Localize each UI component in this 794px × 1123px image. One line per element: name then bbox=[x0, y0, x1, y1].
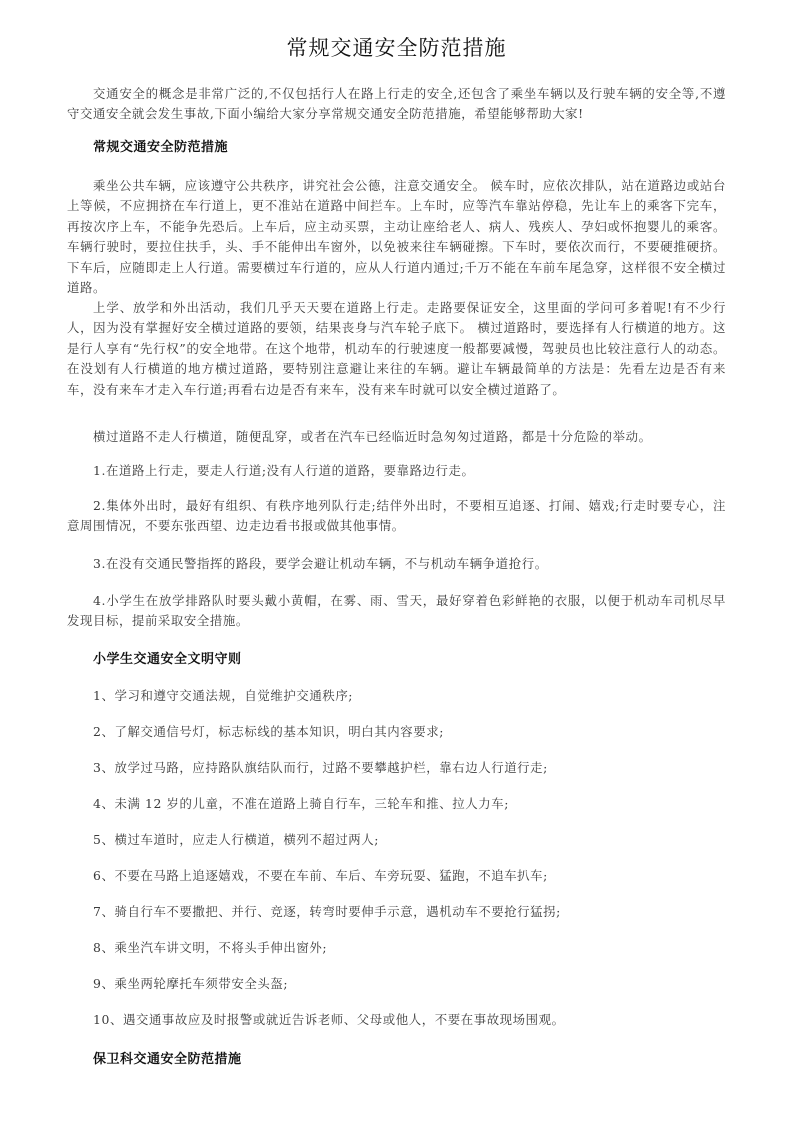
list-item: 9、乘坐两轮摩托车须带安全头盔; bbox=[93, 976, 289, 991]
paragraph-rule-3: 3.在没有交通民警指挥的路段，要学会避让机动车辆，不与机动车辆争道抢行。 bbox=[93, 556, 548, 571]
paragraph-rule-1: 1.在道路上行走，要走人行道;没有人行道的道路，要靠路边行走。 bbox=[93, 463, 475, 478]
paragraph-rule-2: 2.集体外出时，最好有组织、有秩序地列队行走;结伴外出时，不要相互追逐、打闹、嬉戏;行走时要专心，注意周围情况，不要东张西望、边走边看书报或做其他事情。 bbox=[67, 498, 726, 534]
paragraph-public-transport: 乘坐公共车辆，应该遵守公共秩序，讲究社会公德，注意交通安全。 候车时，应依次排队，站在道路边或站台上等候，不应拥挤在车行道上，更不准站在道路中间拦车。上车时，应等汽车靠站停稳，先让车上的乘客下完车，再按次序上车，不能争先恐后。上车后，应主动买票，主动让座给老人、病人、残疾人、孕妇或怀抱婴儿的乘客。车辆行驶时，要拉住扶手，头、手不能伸出车窗外，以免被来往车辆碰擦。下车时，要依次而行，不要硬推硬挤。下车后，应随即走上人行道。需要横过车行道的，应从人行道内通过;千万不能在车前车尾急穿，这样很不安全横过道路。 bbox=[67, 178, 726, 296]
list-item: 4、未满 12 岁的儿童，不准在道路上骑自行车，三轮车和推、拉人力车; bbox=[93, 796, 510, 811]
list-item: 2、了解交通信号灯，标志标线的基本知识，明白其内容要求; bbox=[93, 724, 445, 739]
list-item: 1、学习和遵守交通法规，自觉维护交通秩序; bbox=[93, 688, 354, 703]
section-heading-general: 常规交通安全防范措施 bbox=[93, 140, 229, 155]
section-heading-student-rules: 小学生交通安全文明守则 bbox=[93, 652, 242, 667]
page-title: 常规交通安全防范措施 bbox=[286, 36, 507, 60]
list-item: 5、横过车道时，应走人行横道，横列不超过两人; bbox=[93, 832, 380, 847]
list-item: 3、放学过马路，应持路队旗结队而行，过路不要攀越护栏，靠右边人行道行走; bbox=[93, 760, 548, 775]
list-item: 6、不要在马路上追逐嬉戏，不要在车前、车后、车旁玩耍、猛跑，不追车扒车; bbox=[93, 868, 548, 883]
paragraph-crossing-road: 上学、放学和外出活动，我们几乎天天要在道路上行走。走路要保证安全，这里面的学问可多着呢!有不少行人，因为没有掌握好安全横过道路的要领，结果丧身与汽车轮子底下。 横过道路时，要选择有人行横道的地方。这是行人享有“先行权”的安全地带。在这个地带，机动车的行驶速度一般都要减慢，驾驶员也比较注意行人的动态。在没划有人行横道的地方横过道路，要特别注意避让来往的车辆。避让车辆最简单的方法是：先看左边是否有来车，没有来车才走入车行道;再看右边是否有来车，没有来车时就可以安全横过道路了。 bbox=[67, 300, 726, 397]
list-item: 10、遇交通事故应及时报警或就近告诉老师、父母或他人，不要在事故现场围观。 bbox=[93, 1012, 565, 1027]
section-heading-security: 保卫科交通安全防范措施 bbox=[93, 1052, 242, 1067]
intro-paragraph: 交通安全的概念是非常广泛的,不仅包括行人在路上行走的安全,还包含了乘坐车辆以及行驶车辆的安全等,不遵守交通安全就会发生事故,下面小编给大家分享常规交通安全防范措施，希望能够帮助大家! bbox=[67, 86, 726, 122]
list-item: 8、乘坐汽车讲文明，不将头手伸出窗外; bbox=[93, 940, 328, 955]
paragraph-rule-4: 4.小学生在放学排路队时要头戴小黄帽，在雾、雨、雪天，最好穿着色彩鲜艳的衣服，以便于机动车司机尽早发现目标，提前采取安全措施。 bbox=[67, 593, 726, 629]
paragraph-danger: 横过道路不走人行横道，随便乱穿，或者在汽车已经临近时急匆匆过道路，都是十分危险的举动。 bbox=[93, 429, 652, 444]
list-item: 7、骑自行车不要撒把、并行、竞逐，转弯时要伸手示意，遇机动车不要抢行猛拐; bbox=[93, 904, 561, 919]
